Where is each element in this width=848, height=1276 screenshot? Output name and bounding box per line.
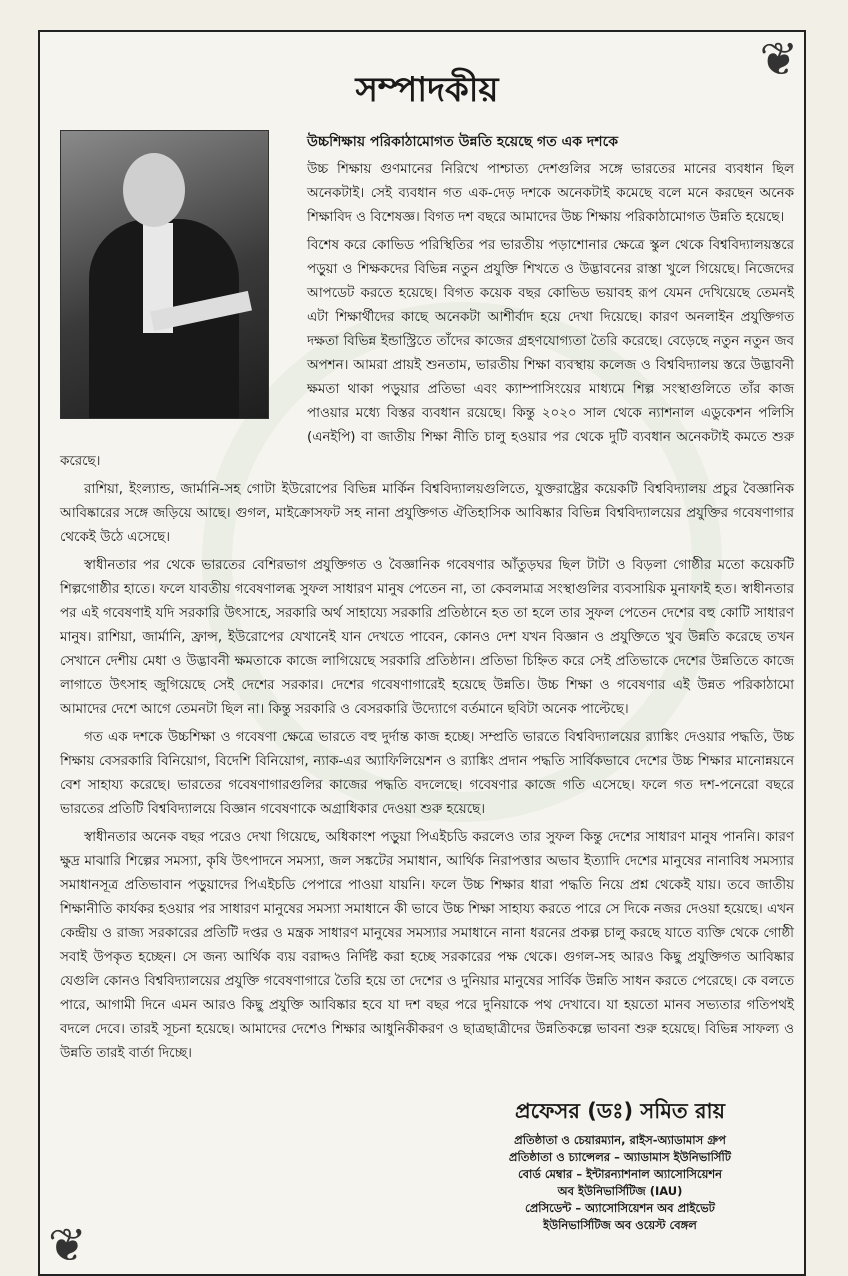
paragraph: উচ্চ শিক্ষায় গুণমানের নিরিখে পাশ্চাত্য দেশগুলির সঙ্গে ভারতের মানের ব্যবধান ছিল অনেকটাই। সেই ব্যবধান গত এক-দেড় দশকে অনেকটাই কমেছে বলে মনে করছেন অনেক শিক্ষাবিদ ও বিশেষজ্ঞ। বিগত দশ বছরে আমাদের উচ্চ শিক্ষায় পরিকাঠামোগত উন্নতি হয়েছে।: [307, 162, 794, 225]
author-title: ইউনিভার্সিটিজ অব ওয়েস্ট বেঙ্গল: [543, 1218, 697, 1232]
author-title: প্রতিষ্ঠাতা ও চ্যান্সেলর – অ্যাডামাস ইউনিভার্সিটি: [508, 1150, 732, 1164]
author-title: বোর্ড মেম্বার – ইন্টারন্যাশনাল অ্যাসোসিয়েশন: [517, 1167, 723, 1181]
author-photo: [60, 130, 269, 419]
paragraph: বিশেষ করে কোভিড পরিস্থিতির পর ভারতীয় পড়াশোনার ক্ষেত্রে স্কুল থেকে বিশ্ববিদ্যালয়স্তরে পড়ুয়া ও শিক্ষকদের বিভিন্ন নতুন প্রযুক্তি শিখতে ও উদ্ভাবনের রাস্তা খুলে গিয়েছে। নিজেদের আপডেট করতে হয়েছে। বিগত কয়েক বছর কোভিড ভয়াবহ রূপ যেমন দেখিয়েছে তেমনই এটা শিক্ষার্থীদের কাছে অনেকটা আশীর্বাদ হয়ে দেখা দিয়েছে। কারণ অনলাইন প্রযুক্তিগত দক্ষতা বিভিন্ন ইন্ডাস্ট্রিতে তাঁদের কাজের গ্রহণযোগ্যতা তৈরি করেছে। বেড়েছে নতুন নতুন জব অপশন। আমরা প্রায়ই শুনতাম, ভারতীয় শিক্ষা ব্যবস্থায় কলেজ ও বিশ্ববিদ্যালয় স্তরে উদ্ভাবনী ক্ষমতা থাকা পড়ুয়ার প্রতিভা এবং ক্যাম্পাসিংয়ের মাধ্যমে শিল্প সংস্থাগুলিতে তাঁর কাজ পাওয়ার মধ্যে বিস্তর ব্যবধান রয়েছে। কিন্তু ২০২০ সাল থেকে ন্যাশনাল এডুকেশন পলিসি (এনইপি) বা জাতীয় শিক্ষা নীতি চালু হওয়ার পর থেকে দুটি ব্যবধান অনেকটাই কমতে শুরু করেছে।: [60, 238, 794, 469]
corner-ornament-icon: ❦: [48, 1218, 87, 1272]
paragraph: স্বাধীনতার পর থেকে ভারতের বেশিরভাগ প্রযুক্তিগত ও বৈজ্ঞানিক গবেষণার আঁতুড়ঘর ছিল টাটা ও বিড়লা গোষ্ঠীর মতো কয়েকটি শিল্পগোষ্ঠীর হাতে। ফলে যাবতীয় গবেষণালব্ধ সুফল সাধারণ মানুষ পেতেন না, তা কেবলমাত্র সংস্থাগুলির ব্যবসায়িক মুনাফাই হত। স্বাধীনতার পর এই গবেষণাই যদি সরকারি উৎসাহে, সরকারি অর্থ সাহায্যে সরকারি প্রতিষ্ঠানে হত তা হলে তার সুফল পেতেন দেশের বহু কোটি সাধারণ মানুষ। রাশিয়া, জার্মানি, ফ্রান্স, ইউরোপের যেখানেই যান দেখতে পাবেন, কোনও দেশ যখন বিজ্ঞান ও প্রযুক্তিতে খুব উন্নতি করেছে তখন সেখানে দেশীয় মেধা ও উদ্ভাবনী ক্ষমতাকে কাজে লাগিয়েছে সরকারি প্রতিষ্ঠান। প্রতিভা চিহ্নিত করে সেই প্রতিভাকে দেশের উন্নতিতে কাজে লাগাতে উৎসাহ জুগিয়েছে সেই দেশের সরকার। দেশের গবেষণাগারেই হয়েছে উন্নতি। উচ্চ শিক্ষা ও গবেষণার এই উন্নত পরিকাঠামো আমাদের দেশে আগে তেমনটা ছিল না। কিন্তু সরকারি ও বেসরকারি উদ্যোগে বর্তমানে ছবিটা অনেক পাল্টেছে।: [60, 558, 794, 717]
paragraph: রাশিয়া, ইংল্যান্ড, জার্মানি-সহ গোটা ইউরোপের বিভিন্ন মার্কিন বিশ্ববিদ্যালয়গুলিতে, যুক্তরাষ্ট্রের কয়েকটি বিশ্ববিদ্যালয় প্রচুর বৈজ্ঞানিক আবিষ্কারের সঙ্গে জড়িয়ে আছে। গুগল, মাইক্রোসফট সহ নানা প্রযুক্তিগত ঐতিহাসিক আবিষ্কার বিভিন্ন বিশ্ববিদ্যালয়ের প্রযুক্তির গবেষণাগার থেকেই উঠে এসেছে।: [60, 482, 794, 545]
editorial-frame: [38, 30, 806, 1276]
page-title: সম্পাদকীয়: [355, 70, 499, 110]
editorial-body: [60, 130, 794, 1066]
signature-block: [470, 1096, 770, 1234]
paragraph: স্বাধীনতার অনেক বছর পরেও দেখা গিয়েছে, অধিকাংশ পড়ুয়া পিএইচডি করলেও তার সুফল কিন্তু দেশের সাধারণ মানুষ পাননি। কারণ ক্ষুদ্র মাঝারি শিল্পের সমস্যা, কৃষি উৎপাদনে সমস্যা, জল সঙ্কটের সমাধান, আর্থিক নিরাপত্তার অভাব ইত্যাদি দেশের মানুষের নানাবিধ সমস্যার সমাধানসূত্র প্রতিভাবান পড়ুয়াদের পিএইচডি পেপারে পাওয়া যায়নি। ফলে উচ্চ শিক্ষার ধারা পদ্ধতি নিয়ে প্রশ্ন থেকেই যায়। তবে জাতীয় শিক্ষানীতি কার্যকর হওয়ার পর সাধারণ মানুষের সমস্যা সমাধানে কী ভাবে উচ্চ শিক্ষা সাহায্য করতে পারে সে দিকে নজর দেওয়া হয়েছে। এখন কেন্দ্রীয় ও রাজ্য সরকারের প্রতিটি দপ্তর ও মন্ত্রক সাধারণ মানুষের সমস্যার সমাধানে নানা ধরনের প্রকল্প চালু করছে যাতে ব্যক্তি থেকে গোষ্ঠী সবাই উপকৃত হচ্ছেন। সে জন্য আর্থিক ব্যয় বরাদ্দও নির্দিষ্ট করা হচ্ছে সরকারের পক্ষ থেকে। গুগল-সহ আরও কিছু প্রযুক্তিগত আবিষ্কার যেগুলি কোনও বিশ্ববিদ্যালয়ের প্রযুক্তি গবেষণাগারে তৈরি হয়ে তা দেশের ও দুনিয়ার মানুষের সার্বিক উন্নতি সাধন করতে পেরেছে। কে বলতে পারে, আগামী দিনে এমন আরও কিছু প্রযুক্তি আবিষ্কার হবে যা দশ বছর পরে দুনিয়াকে পথ দেখাবে। যা হয়তো মানব সভ্যতার গতিপথই বদলে দেবে। তারই সূচনা হয়েছে। আমাদের দেশেও শিক্ষার আধুনিকীকরণ ও ছাত্রছাত্রীদের উন্নতিকল্পে ভাবনা শুরু হয়েছে। বিভিন্ন সাফল্য ও উন্নতি তারই বার্তা দিচ্ছে।: [60, 830, 795, 1061]
corner-ornament-icon: ❦: [759, 32, 798, 86]
author-title: প্রতিষ্ঠাতা ও চেয়ারম্যান, রাইস-অ্যাডামাস গ্রুপ: [514, 1133, 726, 1147]
author-name: প্রফেসর (ডঃ) সমিত রায়: [515, 1099, 725, 1123]
paragraph: গত এক দশকে উচ্চশিক্ষা ও গবেষণা ক্ষেত্রে ভারতে বহু দুর্দান্ত কাজ হচ্ছে। সম্প্রতি ভারতে বিশ্ববিদ্যালয়ের র‍্যাঙ্কিং দেওয়ার পদ্ধতি, উচ্চ শিক্ষায় বেসরকারি বিনিয়োগ, বিদেশি বিনিয়োগ, ন্যাক-এর অ্যাফিলিয়েশন ও র‍্যাঙ্কিং প্রদান পদ্ধতি সার্বিকভাবে দেশের উচ্চ শিক্ষার মানোন্নয়নে বেশ সাহায্য করেছে। ভারতের গবেষণাগারগুলির কাজের পদ্ধতি বদলেছে। গবেষণার কাজে গতি এসেছে। ফলে গত দশ-পনেরো বছরে ভারতের প্রতিটি বিশ্ববিদ্যালয়ে বিজ্ঞান গবেষণাকে অগ্রাধিকার দেওয়া শুরু হয়েছে।: [60, 730, 794, 817]
author-title: অব ইউনিভার্সিটিজ (IAU): [557, 1184, 683, 1198]
body-text: [60, 478, 794, 1066]
author-title: প্রেসিডেন্ট – অ্যাসোসিয়েশন অব প্রাইভেট: [525, 1201, 715, 1215]
subheading: উচ্চশিক্ষায় পরিকাঠামোগত উন্নতি হয়েছে গত এক দশকে: [307, 134, 618, 150]
